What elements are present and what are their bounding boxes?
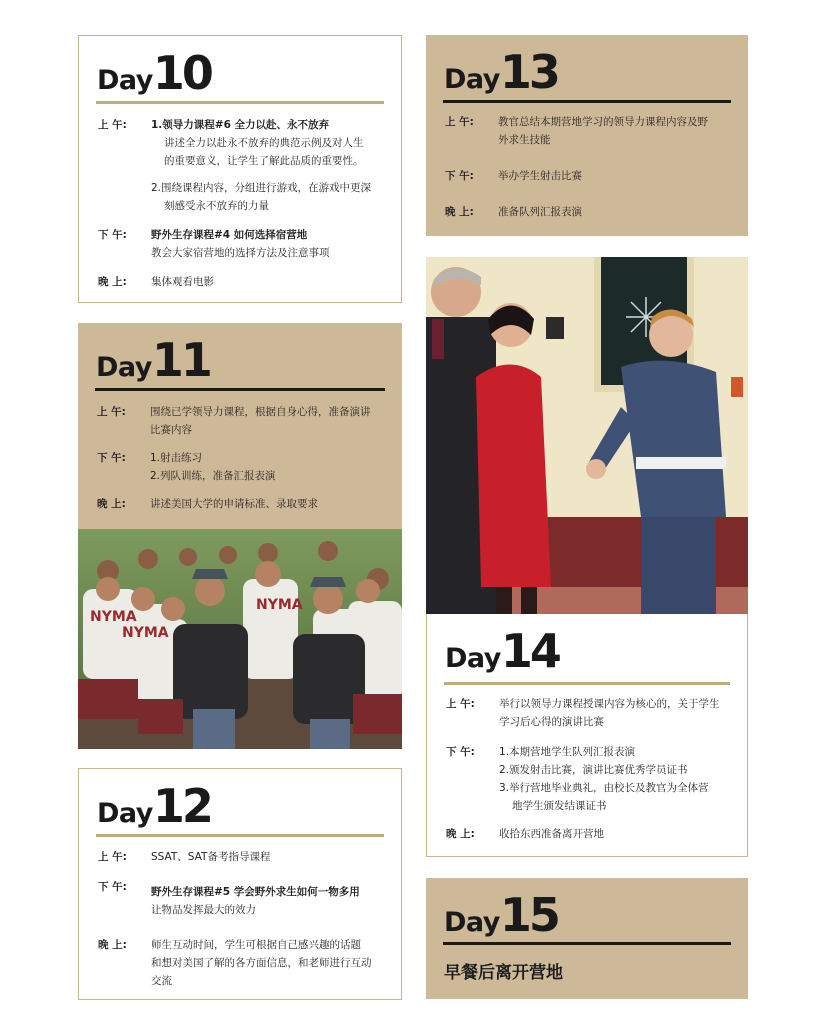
shirt-text-2: NYMA xyxy=(256,597,303,613)
day15-heading: Day 15 xyxy=(444,888,558,942)
shirt-text-3: NYMA xyxy=(122,625,169,641)
day10-rule xyxy=(96,101,384,104)
day14-heading: Day 14 xyxy=(445,624,559,678)
day10-heading: Day 10 xyxy=(97,46,211,100)
cadets-photo xyxy=(78,529,402,749)
day14-card: Day 14 上 午: 举行以领导力课程授课内容为核心的，关于学生 学习后心得的演讲比赛 下 午: 1.本期营地学生队列汇报表演 2.颁发射击比赛，演讲比赛优秀学员证书 3.举行营地毕业典礼，由校长及教官为全体营 地学生颁发结课证书 晚 上: 收拾东西准备离开营地 xyxy=(426,614,748,857)
day12-heading: Day 12 xyxy=(97,779,211,833)
day10-card: Day 10 上 午: 1.领导力课程#6 全力以赴、永不放弃 讲述全力以赴永不放弃的典范示例及对人生 的重要意义，让学生了解此品质的重要性。 2.围绕课程内容，分组进行游戏，在游戏中更深 刻感受永不放弃的力量 下 午: 野外生存课程#4 如何选择宿营地 教会大家宿营地的选择方法及注意事项 晚 上: 集体观看电影 xyxy=(78,35,402,303)
day14-rule xyxy=(444,682,730,685)
shirt-text-1: NYMA xyxy=(90,609,137,625)
ceremony-photo-illustration xyxy=(426,257,748,614)
ceremony-photo xyxy=(426,257,748,614)
day15-card xyxy=(426,878,748,999)
day15-text: 早餐后离开营地 xyxy=(444,963,563,983)
day15-rule xyxy=(443,942,731,945)
day12-card: Day 12 上 午: SSAT、SAT备考指导课程 下 午: 野外生存课程#5 学会野外求生如何一物多用 让物品发挥最大的效力 晚 上: 师生互动时间，学生可根据自己感兴趣的话题 和想对美国了解的各方面信息，和老师进行互动 交流 xyxy=(78,768,402,1000)
day13-rule xyxy=(443,100,731,103)
cadets-photo-illustration xyxy=(78,529,402,749)
day11-card: Day 11 上 午: 围绕已学领导力课程，根据自身心得，准备演讲 比赛内容 下 午: 1.射击练习 2.列队训练，准备汇报表演 晚 上: 讲述美国大学的申请标准、录取要求 xyxy=(78,323,402,529)
day13-card: Day 13 上 午: 教官总结本期营地学习的领导力课程内容及野 外求生技能 下 午: 举办学生射击比赛 晚 上: 准备队列汇报表演 xyxy=(426,35,748,236)
day13-heading: Day 13 xyxy=(444,45,558,99)
day11-rule xyxy=(95,388,385,391)
day12-rule xyxy=(96,834,384,837)
day11-heading: Day 11 xyxy=(96,333,210,387)
